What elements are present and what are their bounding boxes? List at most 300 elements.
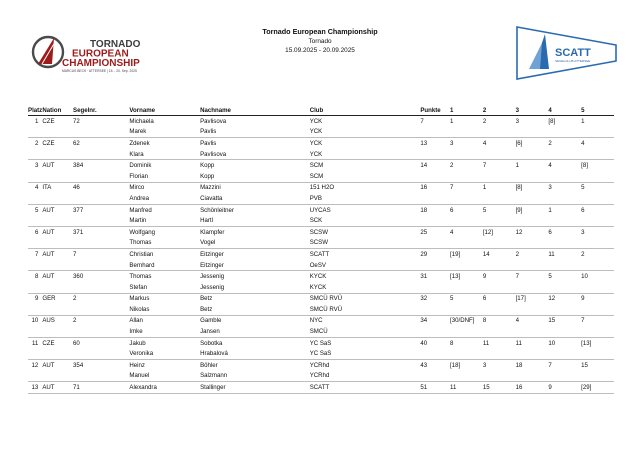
- cell-empty: [483, 127, 516, 138]
- logo-line3: CHAMPIONSHIP: [62, 58, 140, 69]
- cell-nation: AUT: [42, 382, 73, 394]
- cell-race-4: 2: [548, 139, 552, 147]
- cell-race-5: 5: [581, 184, 585, 192]
- cell-race-1: 11: [450, 382, 483, 394]
- cell-race-3: 4: [515, 317, 519, 325]
- cell-race-2: [12]: [482, 228, 493, 236]
- cell-race-2: 4: [482, 139, 487, 147]
- cell-race-4: 10: [548, 339, 556, 347]
- cell-platz: 9: [34, 295, 39, 303]
- cell-race-5: 3: [581, 228, 585, 236]
- table-row: [28, 226, 614, 237]
- cell-punkte: 32: [420, 295, 428, 303]
- cell-vorname: Veronika: [129, 348, 200, 359]
- cell-empty: [450, 304, 483, 315]
- table-row: [28, 204, 614, 215]
- cell-empty: [420, 260, 450, 271]
- cell-empty: [28, 371, 42, 382]
- cell-vorname: Imke: [129, 326, 200, 337]
- cell-empty: [450, 193, 483, 204]
- cell-segelnr: 72: [73, 117, 80, 125]
- cell-club: SMCÜ RVÜ: [310, 304, 421, 315]
- cell-empty: [548, 215, 581, 226]
- cell-empty: [450, 171, 483, 182]
- cell-empty: [42, 348, 73, 359]
- cell-nation: AUT: [42, 361, 55, 369]
- cell-empty: [483, 149, 516, 160]
- cell-nachname: Vogel: [200, 238, 310, 249]
- cell-race-5: 6: [581, 206, 585, 214]
- cell-club: YC SaS: [309, 339, 332, 347]
- cell-empty: [28, 326, 42, 337]
- cell-segelnr: 377: [73, 206, 84, 214]
- cell-nation: CZE: [42, 117, 55, 125]
- col-header-race-2: 2: [483, 106, 516, 116]
- cell-race-4: 12: [548, 295, 556, 303]
- cell-empty: [73, 193, 129, 204]
- cell-race-5: 10: [581, 273, 588, 281]
- cell-club: KYCK: [310, 282, 421, 293]
- cell-empty: [73, 371, 129, 382]
- cell-race-5: 1: [581, 117, 585, 125]
- results-table: [28, 106, 614, 394]
- cell-empty: [581, 260, 614, 271]
- cell-nachname: Sobotka: [200, 339, 223, 347]
- cell-empty: [450, 348, 483, 359]
- cell-empty: [73, 238, 129, 249]
- cell-empty: [450, 371, 483, 382]
- cell-race-1: 1: [450, 117, 454, 125]
- cell-race-4: 1: [548, 206, 552, 214]
- table-row: [28, 127, 614, 138]
- cell-empty: [73, 260, 129, 271]
- cell-vorname: Stefan: [129, 282, 200, 293]
- table-row: [28, 215, 614, 226]
- cell-empty: [483, 371, 516, 382]
- cell-empty: [28, 282, 42, 293]
- cell-vorname: Marek: [129, 127, 200, 138]
- cell-segelnr: 62: [73, 139, 80, 147]
- cell-race-3: 1: [515, 162, 519, 170]
- cell-race-5: 9: [581, 295, 585, 303]
- cell-club: SCM: [310, 171, 421, 182]
- cell-race-2: 11: [482, 339, 490, 347]
- cell-race-4: 5: [548, 273, 552, 281]
- col-header-race-5: 5: [581, 106, 614, 116]
- cell-vorname: Nikolas: [129, 304, 200, 315]
- event-title: Tornado European Championship: [262, 27, 378, 36]
- cell-race-3: 16: [516, 382, 549, 394]
- cell-empty: [420, 127, 450, 138]
- cell-empty: [420, 326, 450, 337]
- cell-vorname: Wolfgang: [129, 228, 156, 236]
- cell-empty: [516, 282, 549, 293]
- cell-empty: [42, 371, 73, 382]
- table-row: [28, 171, 614, 182]
- cell-empty: [516, 326, 549, 337]
- cell-club: SCK: [310, 215, 421, 226]
- cell-punkte: 51: [420, 382, 450, 394]
- cell-nachname: Eitzinger: [200, 260, 310, 271]
- cell-race-1: 2: [450, 162, 454, 170]
- col-header-nation: Nation: [42, 106, 73, 116]
- cell-race-2: 8: [482, 317, 487, 325]
- cell-segelnr: 2: [73, 317, 77, 325]
- cell-empty: [28, 260, 42, 271]
- cell-platz: 11: [32, 339, 39, 347]
- cell-empty: [420, 149, 450, 160]
- results-body: [28, 116, 614, 394]
- cell-platz: 4: [34, 184, 39, 192]
- cell-race-3: 12: [515, 228, 523, 236]
- cell-club: YCK: [310, 127, 421, 138]
- cell-nachname: Hartl: [200, 215, 310, 226]
- cell-race-4: 9: [548, 382, 581, 394]
- cell-club: SCSW: [310, 238, 421, 249]
- cell-vorname: Mirco: [129, 184, 145, 192]
- cell-empty: [42, 304, 73, 315]
- logo-subline: MARCUS BECK · ATTERSEE | 15. - 20. Sep. 2025: [62, 68, 137, 73]
- cell-club: SCATT: [309, 250, 330, 258]
- scatt-logo-text: SCATT: [555, 47, 591, 59]
- cell-club: SMCÜ RVÜ: [309, 295, 343, 303]
- cell-vorname: Florian: [129, 171, 200, 182]
- cell-race-3: 3: [515, 117, 519, 125]
- cell-vorname: Christian: [129, 250, 154, 258]
- table-row: [28, 315, 614, 326]
- cell-nachname: Pavlis: [200, 139, 217, 147]
- cell-segelnr: 46: [73, 184, 80, 192]
- cell-race-4: 7: [548, 361, 552, 369]
- cell-segelnr: 354: [73, 361, 84, 369]
- logo-sail-icon: [38, 38, 54, 64]
- cell-race-3: [6]: [515, 139, 523, 147]
- cell-empty: [516, 304, 549, 315]
- cell-empty: [73, 304, 129, 315]
- cell-empty: [581, 193, 614, 204]
- cell-nachname: Klampfer: [200, 228, 225, 236]
- cell-empty: [581, 326, 614, 337]
- event-class: Tornado: [308, 37, 332, 45]
- cell-empty: [581, 304, 614, 315]
- cell-empty: [420, 304, 450, 315]
- cell-nachname: Salzmann: [200, 371, 310, 382]
- cell-punkte: 29: [420, 250, 428, 258]
- cell-empty: [548, 193, 581, 204]
- cell-empty: [548, 371, 581, 382]
- cell-nation: GER: [42, 295, 56, 303]
- cell-empty: [548, 149, 581, 160]
- cell-nachname: Schönleitner: [200, 206, 234, 214]
- cell-empty: [42, 260, 73, 271]
- cell-club: YCK: [309, 117, 323, 125]
- col-header-race-1: 1: [450, 106, 483, 116]
- cell-club: SCATT: [310, 382, 421, 394]
- cell-empty: [73, 348, 129, 359]
- table-row: [28, 149, 614, 160]
- cell-platz: 7: [34, 250, 39, 258]
- cell-nachname: Böhler: [200, 361, 218, 369]
- cell-race-1: [13]: [450, 273, 461, 281]
- cell-race-1: [18]: [450, 361, 461, 369]
- cell-race-5: 4: [581, 139, 585, 147]
- cell-segelnr: 60: [73, 339, 80, 347]
- cell-race-2: 2: [482, 117, 487, 125]
- table-row: [28, 293, 614, 304]
- cell-empty: [516, 171, 549, 182]
- cell-punkte: 13: [420, 139, 428, 147]
- cell-empty: [42, 171, 73, 182]
- cell-empty: [581, 171, 614, 182]
- cell-race-3: 18: [515, 361, 523, 369]
- cell-empty: [450, 326, 483, 337]
- cell-vorname: Bernhard: [129, 260, 200, 271]
- cell-race-1: [30/DNF]: [450, 317, 475, 325]
- cell-segelnr: 2: [73, 295, 77, 303]
- cell-platz: 2: [34, 139, 39, 147]
- cell-nachname: Stallinger: [200, 382, 310, 394]
- cell-empty: [28, 171, 42, 182]
- cell-empty: [420, 171, 450, 182]
- cell-empty: [450, 149, 483, 160]
- cell-empty: [483, 260, 516, 271]
- cell-empty: [548, 260, 581, 271]
- cell-nachname: Pavlisova: [200, 149, 310, 160]
- cell-punkte: 43: [420, 361, 428, 369]
- cell-empty: [483, 304, 516, 315]
- cell-nachname: Eitzinger: [200, 250, 224, 258]
- event-header: [250, 27, 390, 56]
- cell-empty: [581, 238, 614, 249]
- cell-race-5: [8]: [581, 162, 588, 170]
- table-row: [28, 260, 614, 271]
- cell-empty: [28, 238, 42, 249]
- cell-nachname: Jessenig: [200, 282, 310, 293]
- cell-empty: [73, 149, 129, 160]
- cell-club: YCRhd: [310, 371, 421, 382]
- cell-club: YC SaS: [310, 348, 421, 359]
- cell-empty: [420, 238, 450, 249]
- table-row: [28, 116, 614, 127]
- table-row: [28, 304, 614, 315]
- cell-empty: [548, 238, 581, 249]
- cell-empty: [28, 193, 42, 204]
- cell-race-4: [8]: [548, 117, 556, 125]
- cell-segelnr: 371: [73, 228, 84, 236]
- cell-empty: [581, 127, 614, 138]
- cell-empty: [516, 348, 549, 359]
- cell-vorname: Manuel: [129, 371, 200, 382]
- cell-nachname: Jansen: [200, 326, 310, 337]
- cell-race-3: 2: [515, 250, 519, 258]
- cell-nation: AUT: [42, 228, 55, 236]
- cell-punkte: 14: [420, 162, 428, 170]
- cell-nachname: Kopp: [200, 171, 310, 182]
- cell-empty: [516, 127, 549, 138]
- scatt-logo: [515, 25, 618, 81]
- cell-platz: 8: [34, 273, 39, 281]
- cell-punkte: 25: [420, 228, 428, 236]
- cell-nachname: Kopp: [200, 162, 215, 170]
- cell-club: YCRhd: [309, 361, 330, 369]
- cell-race-2: 14: [482, 250, 490, 258]
- cell-segelnr: 7: [73, 250, 77, 258]
- cell-race-3: 11: [515, 339, 522, 347]
- scatt-logo-subtext: SEGELCLUB ATTERSEE: [555, 59, 591, 63]
- cell-club: YCK: [310, 149, 421, 160]
- cell-empty: [483, 238, 516, 249]
- cell-punkte: 34: [420, 317, 428, 325]
- cell-club: KYCK: [309, 273, 327, 281]
- cell-empty: [450, 260, 483, 271]
- cell-nation: ITA: [42, 184, 52, 192]
- cell-empty: [581, 282, 614, 293]
- cell-nation: CZE: [42, 339, 55, 347]
- cell-race-2: 9: [482, 273, 487, 281]
- cell-nachname: Ciavatta: [200, 193, 310, 204]
- cell-vorname: Thomas: [129, 273, 152, 281]
- cell-nachname: Pavlisova: [200, 117, 227, 125]
- table-row: [28, 326, 614, 337]
- cell-race-1: [19]: [450, 250, 461, 258]
- tornado-european-championship-logo: [30, 33, 175, 73]
- table-row: [28, 348, 614, 359]
- cell-punkte: 40: [420, 339, 428, 347]
- cell-empty: [516, 215, 549, 226]
- cell-race-1: 8: [450, 339, 454, 347]
- cell-platz: 3: [34, 162, 39, 170]
- col-header-segelnr: Segelnr.: [73, 106, 129, 116]
- cell-platz: 12: [31, 361, 39, 369]
- cell-empty: [28, 127, 42, 138]
- cell-empty: [483, 193, 516, 204]
- cell-empty: [450, 238, 483, 249]
- logo-line2: EUROPEAN: [72, 48, 129, 60]
- cell-empty: [516, 371, 549, 382]
- cell-empty: [548, 348, 581, 359]
- cell-empty: [42, 149, 73, 160]
- cell-empty: [516, 260, 549, 271]
- table-row: [28, 160, 614, 171]
- cell-race-2: 7: [482, 162, 487, 170]
- cell-vorname: Klara: [129, 149, 200, 160]
- table-row: [28, 282, 614, 293]
- col-header-race-3: 3: [516, 106, 549, 116]
- cell-race-4: 15: [548, 317, 556, 325]
- cell-race-4: 6: [548, 228, 552, 236]
- cell-race-3: [17]: [515, 295, 526, 303]
- cell-empty: [516, 193, 549, 204]
- table-row: [28, 249, 614, 260]
- cell-empty: [420, 215, 450, 226]
- cell-club: SMCÜ: [310, 326, 421, 337]
- table-row: [28, 138, 614, 149]
- cell-vorname: Jakub: [129, 339, 146, 347]
- cell-empty: [42, 215, 73, 226]
- cell-empty: [420, 371, 450, 382]
- cell-nachname: Mazzini: [200, 184, 221, 192]
- cell-nation: AUT: [42, 273, 55, 281]
- col-header-club: Club: [310, 106, 421, 116]
- table-header-row: [28, 106, 614, 116]
- cell-punkte: 18: [420, 206, 428, 214]
- cell-club: OeSV: [310, 260, 421, 271]
- cell-race-1: 3: [450, 139, 454, 147]
- cell-empty: [420, 193, 450, 204]
- cell-nation: AUT: [42, 206, 55, 214]
- cell-empty: [483, 348, 516, 359]
- cell-empty: [581, 371, 614, 382]
- col-header-vorname: Vorname: [129, 106, 200, 116]
- cell-empty: [516, 238, 549, 249]
- col-header-platz: Platz: [28, 107, 43, 114]
- cell-punkte: 16: [420, 184, 428, 192]
- cell-race-1: 6: [450, 206, 454, 214]
- cell-empty: [548, 171, 581, 182]
- cell-race-5: 2: [581, 250, 585, 258]
- cell-empty: [73, 127, 129, 138]
- cell-race-5: 15: [581, 361, 588, 369]
- cell-empty: [516, 149, 549, 160]
- cell-empty: [420, 282, 450, 293]
- cell-vorname: Allan: [129, 317, 143, 325]
- cell-club: YCK: [309, 139, 323, 147]
- cell-race-4: 3: [548, 184, 552, 192]
- cell-empty: [28, 348, 42, 359]
- cell-race-2: 15: [483, 382, 516, 394]
- cell-vorname: Dominik: [129, 162, 152, 170]
- cell-empty: [548, 326, 581, 337]
- cell-empty: [73, 326, 129, 337]
- cell-empty: [42, 238, 73, 249]
- cell-nachname: Gamble: [200, 317, 222, 325]
- cell-nation: AUS: [42, 317, 55, 325]
- cell-race-3: [8]: [515, 184, 523, 192]
- cell-race-5: [13]: [581, 339, 592, 347]
- cell-race-3: 7: [515, 273, 519, 281]
- cell-race-1: 7: [450, 184, 454, 192]
- cell-empty: [483, 215, 516, 226]
- table-row: [28, 182, 614, 193]
- cell-empty: [581, 215, 614, 226]
- cell-nation: CZE: [42, 139, 55, 147]
- cell-empty: [42, 127, 73, 138]
- cell-vorname: Martin: [129, 215, 200, 226]
- cell-empty: [581, 348, 614, 359]
- cell-nachname: Hrabalová: [200, 348, 310, 359]
- cell-club: UYCAS: [309, 206, 331, 214]
- cell-segelnr: 384: [73, 162, 84, 170]
- cell-punkte: 31: [420, 273, 428, 281]
- cell-nachname: Jessenig: [200, 273, 225, 281]
- table-row: [28, 193, 614, 204]
- col-header-nachname: Nachname: [200, 106, 310, 116]
- cell-segelnr: 360: [73, 273, 84, 281]
- cell-platz: 10: [31, 317, 39, 325]
- cell-vorname: Thomas: [129, 238, 200, 249]
- cell-race-2: 6: [482, 295, 487, 303]
- cell-race-1: 5: [450, 295, 454, 303]
- cell-vorname: Zdenek: [129, 139, 150, 147]
- cell-empty: [483, 171, 516, 182]
- cell-nachname: Pavlis: [200, 127, 310, 138]
- table-row: [28, 337, 614, 348]
- col-header-race-4: 4: [548, 106, 581, 116]
- cell-empty: [548, 282, 581, 293]
- cell-empty: [483, 326, 516, 337]
- cell-punkte: 7: [420, 117, 424, 125]
- cell-platz: 13: [28, 382, 42, 394]
